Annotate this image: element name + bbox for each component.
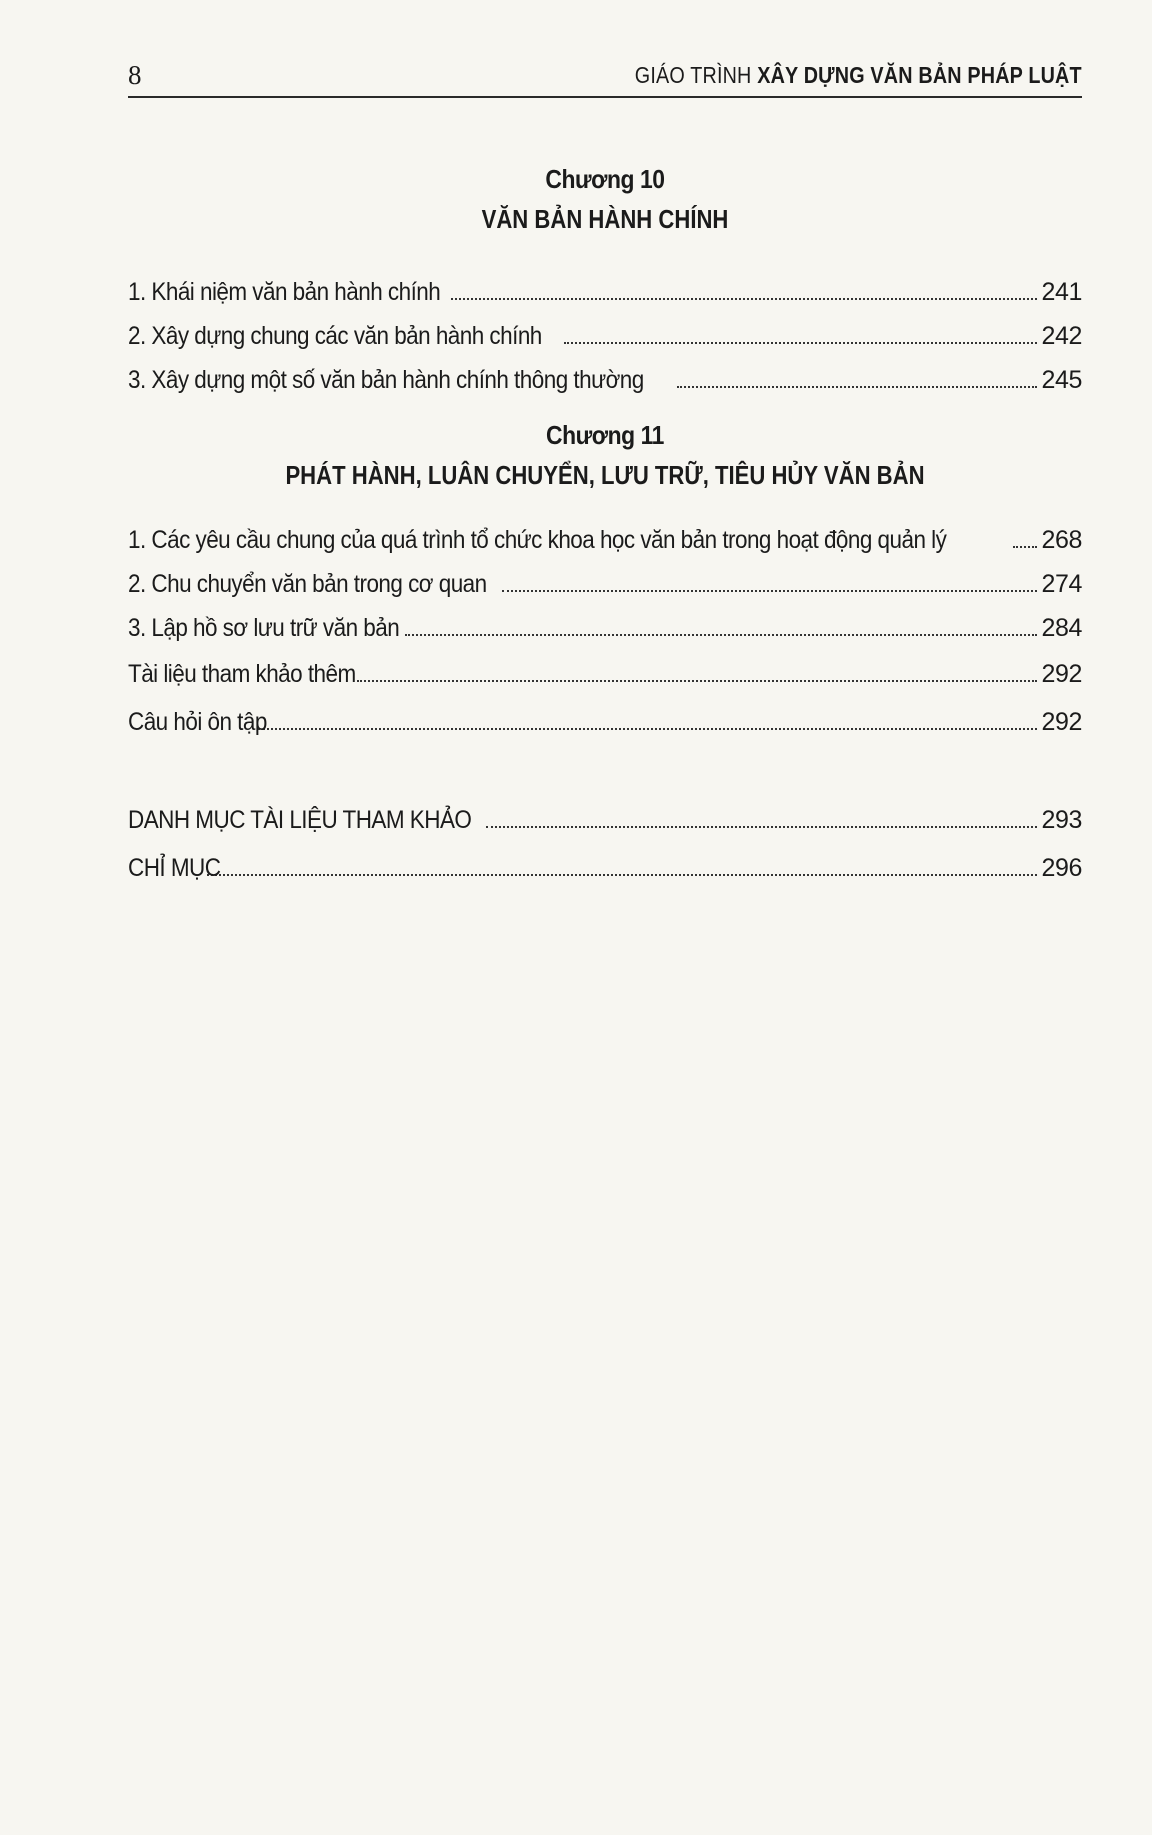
toc-entry-page: 245	[1041, 366, 1082, 394]
toc-entry-text: Câu hỏi ôn tập	[128, 708, 267, 736]
toc-entry[interactable]	[128, 518, 1082, 562]
toc-entry-text: 1. Các yêu cầu chung của quá trình tổ chức khoa học văn bản trong hoạt động quản lý	[128, 526, 947, 554]
toc-entry-page: 284	[1041, 614, 1082, 642]
dot-leader	[405, 633, 1037, 636]
dot-leader	[1013, 545, 1037, 548]
toc-entry[interactable]	[128, 562, 1082, 606]
dot-leader	[564, 341, 1038, 344]
toc-entry[interactable]	[128, 698, 1082, 746]
dot-leader	[258, 727, 1037, 730]
dot-leader	[486, 825, 1038, 828]
toc-entry-page: 292	[1041, 660, 1082, 688]
chapter-10-title: VĂN BẢN HÀNH CHÍNH	[481, 204, 729, 234]
dot-leader	[207, 873, 1038, 876]
page-number: 8	[128, 60, 142, 90]
toc-entry-index[interactable]	[128, 844, 1082, 892]
chapter-11-title: PHÁT HÀNH, LUÂN CHUYỂN, LƯU TRỮ, TIÊU HỦY VĂN BẢN	[285, 460, 925, 490]
toc-entry-text: Tài liệu tham khảo thêm	[128, 660, 356, 688]
toc-entry-page: 274	[1041, 570, 1082, 598]
toc-entry-page: 292	[1041, 708, 1082, 736]
toc-entry-page: 268	[1041, 526, 1082, 554]
chapter-11-label: Chương 11	[546, 420, 664, 450]
toc-entry[interactable]	[128, 650, 1082, 698]
toc-entry-text: 2. Xây dựng chung các văn bản hành chính	[128, 322, 542, 350]
page-header	[128, 56, 1082, 98]
toc-entry-text: 3. Lập hồ sơ lưu trữ văn bản	[128, 614, 400, 642]
toc-entry-text: 1. Khái niệm văn bản hành chính	[128, 278, 441, 306]
toc-entry-text: DANH MỤC TÀI LIỆU THAM KHẢO	[128, 806, 472, 834]
toc-entry-text: 3. Xây dựng một số văn bản hành chính thông thường	[128, 366, 644, 394]
dot-leader	[451, 297, 1038, 300]
toc-entry[interactable]	[128, 270, 1082, 314]
running-title-main: XÂY DỰNG VĂN BẢN PHÁP LUẬT	[757, 62, 1082, 88]
toc-entry-page: 241	[1041, 278, 1082, 306]
toc-entry-page: 242	[1041, 322, 1082, 350]
toc-entry[interactable]	[128, 606, 1082, 650]
dot-leader	[357, 679, 1037, 682]
table-of-contents	[128, 160, 1082, 892]
toc-entry-text: CHỈ MỤC	[128, 854, 221, 882]
toc-entry-references[interactable]	[128, 796, 1082, 844]
toc-entry-text: 2. Chu chuyển văn bản trong cơ quan	[128, 570, 487, 598]
toc-entry-page: 293	[1041, 806, 1082, 834]
dot-leader	[677, 385, 1037, 388]
toc-entry-page: 296	[1041, 854, 1082, 882]
running-title	[635, 62, 1082, 89]
toc-entry[interactable]	[128, 314, 1082, 358]
running-title-prefix: GIÁO TRÌNH	[634, 62, 752, 88]
chapter-10-label: Chương 10	[545, 164, 665, 194]
toc-entry[interactable]	[128, 358, 1082, 402]
dot-leader	[502, 589, 1037, 592]
